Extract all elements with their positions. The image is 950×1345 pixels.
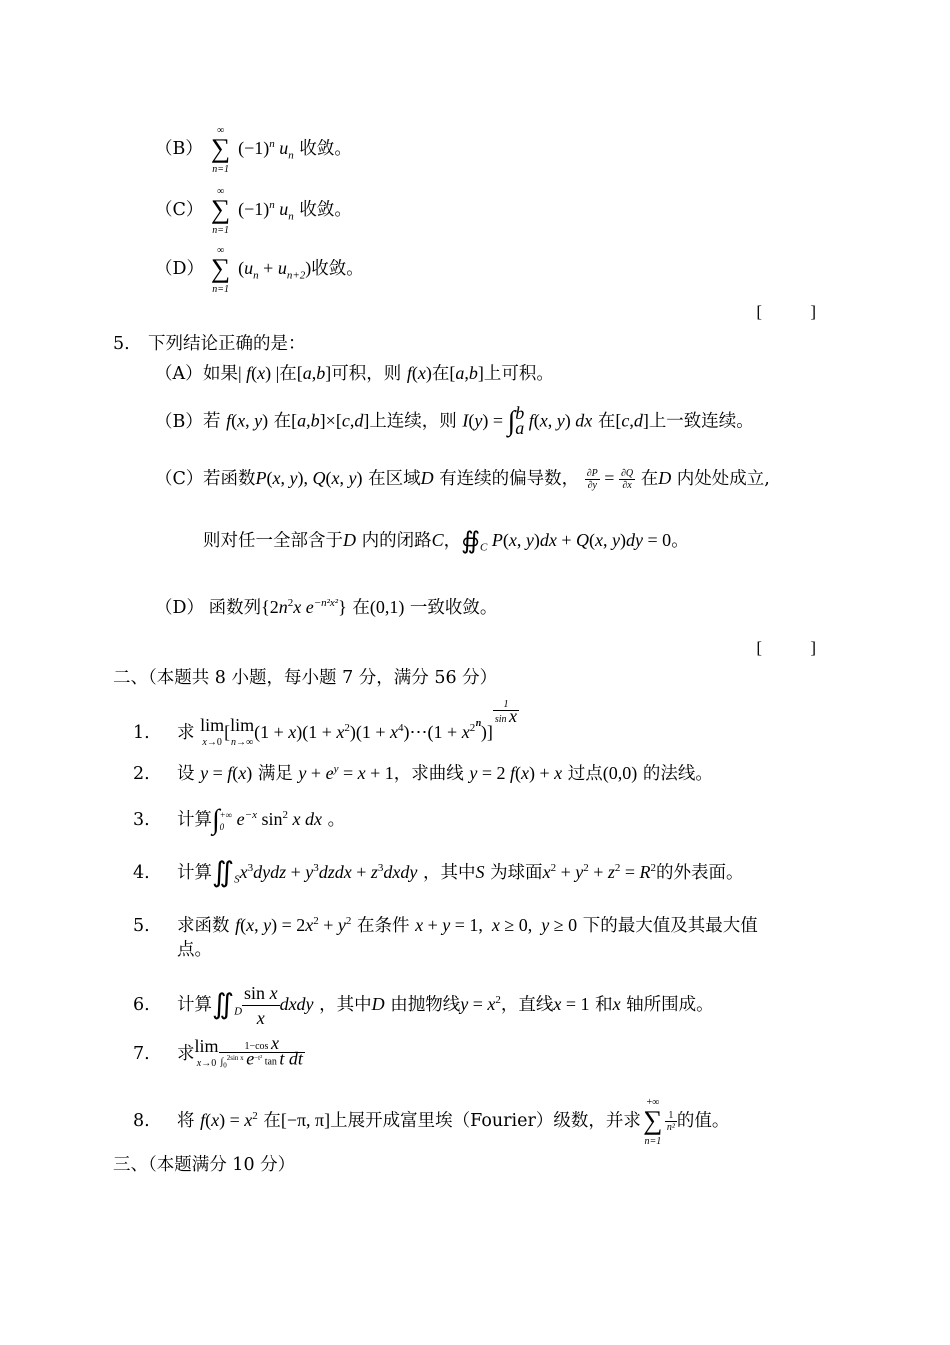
s2-question-3: 3. 计算∫+∞ 0 $e^{-x}$ $\sin^2 x$ dx 。 [133,804,346,836]
s2-question-6: 6. 计算$∬_D$ $\frac{\text{sin x}}{x}$ dxdy ，其中D 由抛物线$y = x^2$，直线x = 1 和x 轴所围成。 [133,983,714,1028]
option-4c: （C） ∞ ∑ n=1 $(-1)^n$ $u_n$ 收敛。 [155,186,352,236]
s2-question-7: 7. 求lim x→0 $\frac{\text{1−cos x}}{\int_0^{2sin x} e^{-t^2} \tan t dt}$ [133,1033,303,1070]
integral-icon: ∫ [507,406,516,437]
integral-icon: ∫ [212,804,220,836]
option-5d: （D） 函数列{$2n^2x$ $e^{-n^2x^2}$} 在(0,1) 一致收敛。 [155,597,498,618]
s2-question-2: 2. 设 y = f(x) 满足 $y + e^y = x + 1$，求曲线 y = 2 f(x) + x 过点(0,0) 的法线。 [133,763,713,784]
option-5b: （B）若 f(x, y) 在[a,b]×[c,d]上连续，则 I(y) = ∫b a f(x, y) dx 在[c,d]上一致连续。 [155,403,754,438]
answer-bracket: [ ] [756,302,838,321]
sinx-over-x-fraction: $\frac{\text{sin x}}{x}$ [244,983,278,1028]
answer-bracket: [ ] [756,638,838,657]
s2-question-4: 4. 计算$∬_Sx^3dydz$ + $y^3dzdx$ + $z^3dxdy$ ，其中S 为球面$x^2 + y^2 + z^2 = R^2$的外表面。 [133,857,744,889]
s2-question-8: 8. 将 $f(x) = x^2$ 在[−π, π]上展开成富里埃（Fourier）级数，并求 +∞ ∑ n=1 $\frac{1}{\text{n²}}$ 的值。 [133,1097,730,1147]
option-5c-continued: 则对任一全部含于D 内的闭路C，$∯_C$ P(x, y)dx + Q(x, y)dy = 0。 [203,528,689,555]
contour-integral-icon: ∯ [461,528,481,555]
sum-icon: ∞ ∑ n=1 [210,125,231,175]
double-integral-icon: ∬ [212,857,235,889]
s2-question-5: 5. 求函数 f(x, $y) = 2x^2 + y^2$ 在条件 x + y = 1, x ≥ 0, y ≥ 0 下的最大值及其最大值 [133,915,758,936]
partial-q-fraction: $\frac{\partial Q}{\partial x}$ [620,468,634,491]
partial-p-fraction: $\frac{\partial P}{\partial y}$ [586,468,598,491]
option-5a: （A）如果| f(x) |在[a,b]可积，则 f(x)在[a,b]上可积。 [155,363,554,384]
sum-icon: ∞ ∑ n=1 [210,186,231,236]
s2-question-1: 1. 求 lim x→0 [lim $n\to\infty(1 + x)(1 + x^2)(1$ + $x^4)\cdots(1 + x^{2^n})$] $\frac{1}{\text{sin x}}$ [133,699,518,748]
limit-fraction: $\frac{\text{1−cos x}}{\int_0^{2sin x} e^{-t^2} \tan t dt}$ [220,1033,303,1070]
sum-icon: +∞ ∑ n=1 [643,1097,663,1147]
section-2-heading: 二、（本题共 8 小题，每小题 7 分，满分 56 分） [113,668,498,688]
section-3-heading: 三、（本题满分 10 分） [113,1155,296,1175]
s2-question-5-continued: 点。 [177,940,212,960]
double-integral-icon: ∬ [212,989,235,1021]
sum-icon: ∞ ∑ n=1 [210,245,231,295]
question-5-stem: 5. 下列结论正确的是： [113,334,306,354]
option-4d: （D） ∞ ∑ n=1 $(u_n + u_{n+2})$收敛。 [155,245,364,295]
option-4b: （B） ∞ ∑ n=1 $(-1)^n$ $u_n$ 收敛。 [155,125,352,175]
option-5c: （C）若函数P(x, y), Q(x, y) 在区域D 有连续的偏导数， $\frac{\partial P}{\partial y}$ = $\frac{\partial Q}{\partial x}$ 在D 内处处成立, [155,468,770,491]
